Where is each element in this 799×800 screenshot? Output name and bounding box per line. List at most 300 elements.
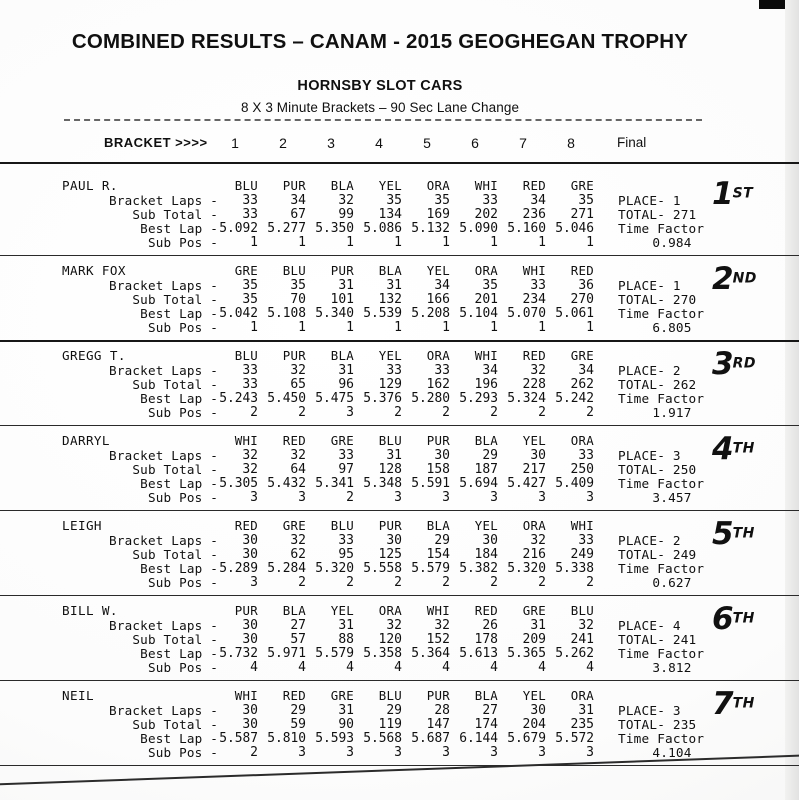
- lane-color-cell: WHI: [570, 518, 594, 533]
- sub-total-cell: 174: [474, 717, 498, 732]
- sub-total-cell: 90: [338, 717, 354, 732]
- best-lap-cell: 5.320: [315, 561, 354, 576]
- lane-color-cell: GRE: [522, 603, 546, 618]
- row-label-best-lap: Best Lap -: [140, 561, 218, 576]
- best-lap-cell: 5.293: [459, 391, 498, 406]
- sub-pos-cell: 3: [298, 745, 306, 760]
- bracket-laps-cell: 35: [578, 193, 594, 208]
- sub-total-cell: 236: [522, 207, 546, 222]
- lane-color-cell: GRE: [234, 263, 258, 278]
- driver-block: [0, 433, 799, 518]
- bracket-column-header-3: 3: [327, 135, 335, 151]
- bracket-laps-cell: 31: [338, 703, 354, 718]
- sub-pos-cell: 2: [490, 575, 498, 590]
- sub-total-cell: 270: [570, 292, 594, 307]
- section-divider: [0, 680, 799, 681]
- sub-total-cell: 152: [426, 632, 450, 647]
- driver-name: PAUL R.: [62, 178, 118, 193]
- best-lap-cell: 5.340: [315, 306, 354, 321]
- sub-total-cell: 30: [242, 717, 258, 732]
- best-lap-cell: 5.262: [555, 646, 594, 661]
- bracket-laps-cell: 33: [386, 363, 402, 378]
- rank-number: 6: [712, 601, 733, 637]
- section-divider: [0, 162, 799, 164]
- best-lap-cell: 5.591: [411, 476, 450, 491]
- row-label-best-lap: Best Lap -: [140, 306, 218, 321]
- dashed-divider: [64, 119, 702, 121]
- sub-total-cell: 59: [290, 717, 306, 732]
- sub-total-cell: 97: [338, 462, 354, 477]
- lane-color-cell: ORA: [522, 518, 546, 533]
- sub-total-cell: 33: [242, 377, 258, 392]
- bracket-laps-cell: 33: [434, 363, 450, 378]
- title-block: [0, 0, 760, 115]
- bracket-laps-cell: 32: [290, 363, 306, 378]
- bracket-laps-cell: 35: [434, 193, 450, 208]
- bracket-laps-cell: 31: [578, 703, 594, 718]
- lane-color-cell: GRE: [330, 688, 354, 703]
- sub-total-cell: 250: [570, 462, 594, 477]
- lane-color-cell: YEL: [474, 518, 498, 533]
- best-lap-cell: 5.289: [219, 561, 258, 576]
- sub-total-cell: 30: [242, 547, 258, 562]
- time-factor-value: 6.805: [652, 320, 692, 335]
- final-column-header: Final: [617, 135, 647, 150]
- total-summary: TOTAL- 262: [618, 377, 697, 392]
- sub-total-cell: 202: [474, 207, 498, 222]
- best-lap-cell: 5.350: [315, 221, 354, 236]
- sub-total-cell: 101: [330, 292, 354, 307]
- bracket-column-header-8: 8: [567, 135, 575, 151]
- sub-total-cell: 162: [426, 377, 450, 392]
- lane-color-cell: PUR: [234, 603, 258, 618]
- bracket-column-header-6: 6: [471, 135, 479, 151]
- sub-total-cell: 217: [522, 462, 546, 477]
- sub-pos-cell: 4: [442, 660, 450, 675]
- lane-color-cell: RED: [474, 603, 498, 618]
- time-factor-value: 3.457: [652, 490, 692, 505]
- sub-total-cell: 187: [474, 462, 498, 477]
- time-factor-value: 0.984: [652, 235, 692, 250]
- best-lap-cell: 5.070: [507, 306, 546, 321]
- handwritten-rank-annotation: [712, 346, 756, 382]
- lane-color-cell: BLU: [330, 518, 354, 533]
- sub-total-cell: 147: [426, 717, 450, 732]
- best-lap-cell: 5.338: [555, 561, 594, 576]
- rank-number: 5: [712, 516, 733, 552]
- driver-block: [0, 348, 799, 433]
- best-lap-cell: 5.320: [507, 561, 546, 576]
- bracket-laps-cell: 33: [482, 193, 498, 208]
- lane-color-cell: PUR: [426, 433, 450, 448]
- sub-pos-cell: 3: [250, 575, 258, 590]
- sub-total-cell: 184: [474, 547, 498, 562]
- row-label-best-lap: Best Lap -: [140, 646, 218, 661]
- sub-pos-cell: 3: [394, 745, 402, 760]
- bracket-laps-cell: 29: [482, 448, 498, 463]
- driver-name: MARK FOX: [62, 263, 126, 278]
- best-lap-cell: 5.810: [267, 731, 306, 746]
- sub-pos-cell: 1: [538, 320, 546, 335]
- best-lap-cell: 5.732: [219, 646, 258, 661]
- time-factor-label: Time Factor: [618, 391, 705, 406]
- bracket-laps-cell: 32: [434, 618, 450, 633]
- driver-name: GREGG T.: [62, 348, 126, 363]
- best-lap-cell: 5.208: [411, 306, 450, 321]
- driver-block: [0, 603, 799, 688]
- sub-total-cell: 128: [378, 462, 402, 477]
- best-lap-cell: 5.572: [555, 731, 594, 746]
- row-label-sub-total: Sub Total -: [132, 717, 218, 732]
- lane-color-cell: BLU: [570, 603, 594, 618]
- sub-pos-cell: 3: [346, 405, 354, 420]
- sub-total-cell: 178: [474, 632, 498, 647]
- best-lap-cell: 5.061: [555, 306, 594, 321]
- bracket-laps-cell: 30: [530, 703, 546, 718]
- best-lap-cell: 5.104: [459, 306, 498, 321]
- lane-color-cell: RED: [570, 263, 594, 278]
- place-summary: PLACE- 1: [618, 193, 681, 208]
- lane-color-cell: YEL: [330, 603, 354, 618]
- sub-pos-cell: 4: [586, 660, 594, 675]
- section-divider: [0, 340, 799, 342]
- lane-color-cell: ORA: [570, 688, 594, 703]
- bracket-laps-cell: 36: [578, 278, 594, 293]
- row-label-bracket-laps: Bracket Laps -: [109, 448, 218, 463]
- best-lap-cell: 5.687: [411, 731, 450, 746]
- section-divider: [0, 510, 799, 511]
- sub-total-cell: 95: [338, 547, 354, 562]
- sub-pos-cell: 3: [538, 490, 546, 505]
- best-lap-cell: 5.160: [507, 221, 546, 236]
- total-summary: TOTAL- 249: [618, 547, 697, 562]
- sub-pos-cell: 1: [586, 235, 594, 250]
- time-factor-label: Time Factor: [618, 646, 705, 661]
- sub-pos-cell: 2: [394, 575, 402, 590]
- sub-total-cell: 262: [570, 377, 594, 392]
- bracket-laps-cell: 34: [578, 363, 594, 378]
- lane-color-cell: BLU: [378, 688, 402, 703]
- lane-color-cell: BLU: [234, 348, 258, 363]
- best-lap-cell: 5.364: [411, 646, 450, 661]
- sub-pos-cell: 1: [490, 320, 498, 335]
- lane-color-cell: WHI: [426, 603, 450, 618]
- time-factor-label: Time Factor: [618, 476, 705, 491]
- sub-total-cell: 65: [290, 377, 306, 392]
- best-lap-cell: 5.568: [363, 731, 402, 746]
- best-lap-cell: 5.365: [507, 646, 546, 661]
- sub-pos-cell: 3: [538, 745, 546, 760]
- best-lap-cell: 5.280: [411, 391, 450, 406]
- lane-color-cell: BLA: [474, 688, 498, 703]
- driver-name: LEIGH: [62, 518, 102, 533]
- best-lap-cell: 5.579: [315, 646, 354, 661]
- sub-pos-cell: 1: [442, 320, 450, 335]
- row-label-sub-total: Sub Total -: [132, 462, 218, 477]
- handwritten-rank-annotation: [712, 686, 755, 722]
- section-divider: [0, 255, 799, 256]
- driver-block: [0, 263, 799, 348]
- row-label-best-lap: Best Lap -: [140, 476, 218, 491]
- scan-corner-artifact: [759, 0, 785, 9]
- lane-color-cell: ORA: [426, 178, 450, 193]
- bracket-laps-cell: 31: [338, 363, 354, 378]
- best-lap-cell: 5.358: [363, 646, 402, 661]
- lane-color-cell: WHI: [474, 178, 498, 193]
- lane-color-cell: BLA: [330, 178, 354, 193]
- bracket-laps-cell: 31: [530, 618, 546, 633]
- bracket-laps-cell: 35: [290, 278, 306, 293]
- lane-color-cell: WHI: [522, 263, 546, 278]
- sub-total-cell: 33: [242, 207, 258, 222]
- bracket-laps-cell: 31: [338, 278, 354, 293]
- lane-color-cell: BLU: [282, 263, 306, 278]
- time-factor-value: 4.104: [652, 745, 692, 760]
- lane-color-cell: WHI: [234, 433, 258, 448]
- lane-color-cell: GRE: [570, 178, 594, 193]
- lane-color-cell: ORA: [570, 433, 594, 448]
- bracket-laps-cell: 28: [434, 703, 450, 718]
- row-label-bracket-laps: Bracket Laps -: [109, 193, 218, 208]
- sub-pos-cell: 2: [298, 575, 306, 590]
- bracket-laps-cell: 27: [290, 618, 306, 633]
- sub-total-cell: 120: [378, 632, 402, 647]
- row-label-sub-pos: Sub Pos -: [147, 320, 218, 335]
- lane-color-cell: YEL: [522, 688, 546, 703]
- sub-pos-cell: 2: [490, 405, 498, 420]
- bracket-laps-cell: 35: [482, 278, 498, 293]
- row-label-sub-pos: Sub Pos -: [147, 745, 218, 760]
- row-label-sub-pos: Sub Pos -: [147, 490, 218, 505]
- place-summary: PLACE- 2: [618, 533, 681, 548]
- best-lap-cell: 5.475: [315, 391, 354, 406]
- section-divider: [0, 595, 799, 596]
- sub-pos-cell: 1: [586, 320, 594, 335]
- row-label-bracket-laps: Bracket Laps -: [109, 703, 218, 718]
- bracket-laps-cell: 31: [386, 448, 402, 463]
- bracket-laps-cell: 33: [242, 193, 258, 208]
- lane-color-cell: RED: [282, 688, 306, 703]
- bracket-laps-cell: 31: [386, 278, 402, 293]
- row-label-bracket-laps: Bracket Laps -: [109, 618, 218, 633]
- handwritten-rank-annotation: [712, 176, 753, 212]
- row-label-bracket-laps: Bracket Laps -: [109, 533, 218, 548]
- best-lap-cell: 5.558: [363, 561, 402, 576]
- sub-pos-cell: 3: [586, 745, 594, 760]
- time-factor-label: Time Factor: [618, 221, 705, 236]
- bracket-laps-cell: 30: [242, 618, 258, 633]
- bracket-laps-cell: 27: [482, 703, 498, 718]
- sub-pos-cell: 2: [346, 490, 354, 505]
- row-label-sub-pos: Sub Pos -: [147, 235, 218, 250]
- bracket-column-header-5: 5: [423, 135, 431, 151]
- best-lap-cell: 5.679: [507, 731, 546, 746]
- sub-pos-cell: 1: [394, 235, 402, 250]
- sub-total-cell: 166: [426, 292, 450, 307]
- sub-total-cell: 201: [474, 292, 498, 307]
- place-summary: PLACE- 4: [618, 618, 681, 633]
- time-factor-value: 1.917: [652, 405, 692, 420]
- lane-color-cell: YEL: [378, 348, 402, 363]
- driver-block: [0, 178, 799, 263]
- bracket-laps-cell: 34: [530, 193, 546, 208]
- lane-color-cell: BLA: [282, 603, 306, 618]
- handwritten-rank-annotation: [712, 261, 757, 297]
- sub-total-cell: 30: [242, 632, 258, 647]
- bracket-laps-cell: 32: [530, 363, 546, 378]
- best-lap-cell: 5.971: [267, 646, 306, 661]
- sub-pos-cell: 4: [250, 660, 258, 675]
- sub-pos-cell: 3: [490, 745, 498, 760]
- total-summary: TOTAL- 250: [618, 462, 697, 477]
- total-summary: TOTAL- 270: [618, 292, 697, 307]
- bracket-laps-cell: 29: [290, 703, 306, 718]
- row-label-sub-pos: Sub Pos -: [147, 575, 218, 590]
- bracket-laps-cell: 32: [242, 448, 258, 463]
- best-lap-cell: 5.243: [219, 391, 258, 406]
- sub-total-cell: 96: [338, 377, 354, 392]
- sub-total-cell: 234: [522, 292, 546, 307]
- bracket-laps-cell: 30: [530, 448, 546, 463]
- bracket-laps-cell: 29: [386, 703, 402, 718]
- best-lap-cell: 5.539: [363, 306, 402, 321]
- sub-pos-cell: 3: [250, 490, 258, 505]
- sub-total-cell: 35: [242, 292, 258, 307]
- lane-color-cell: WHI: [474, 348, 498, 363]
- sub-pos-cell: 3: [442, 745, 450, 760]
- best-lap-cell: 6.144: [459, 731, 498, 746]
- sub-pos-cell: 2: [538, 575, 546, 590]
- venue-title: HORNSBY SLOT CARS: [297, 78, 463, 94]
- lane-color-cell: PUR: [330, 263, 354, 278]
- sub-total-cell: 64: [290, 462, 306, 477]
- sub-total-cell: 129: [378, 377, 402, 392]
- row-label-sub-pos: Sub Pos -: [147, 405, 218, 420]
- lane-color-cell: YEL: [426, 263, 450, 278]
- sub-total-cell: 134: [378, 207, 402, 222]
- row-label-sub-total: Sub Total -: [132, 292, 218, 307]
- row-label-sub-pos: Sub Pos -: [147, 660, 218, 675]
- best-lap-cell: 5.432: [267, 476, 306, 491]
- bracket-laps-cell: 35: [386, 193, 402, 208]
- place-summary: PLACE- 3: [618, 703, 681, 718]
- rank-suffix: RD: [732, 355, 756, 372]
- lane-color-cell: GRE: [282, 518, 306, 533]
- sub-total-cell: 32: [242, 462, 258, 477]
- best-lap-cell: 5.694: [459, 476, 498, 491]
- best-lap-cell: 5.587: [219, 731, 258, 746]
- lane-color-cell: PUR: [282, 178, 306, 193]
- lane-color-cell: WHI: [234, 688, 258, 703]
- handwritten-rank-annotation: [712, 431, 755, 467]
- sub-pos-cell: 4: [346, 660, 354, 675]
- bracket-laps-cell: 26: [482, 618, 498, 633]
- sub-pos-cell: 2: [394, 405, 402, 420]
- lane-color-cell: BLA: [330, 348, 354, 363]
- driver-name: NEIL: [62, 688, 94, 703]
- best-lap-cell: 5.046: [555, 221, 594, 236]
- sub-pos-cell: 3: [298, 490, 306, 505]
- rank-suffix: ND: [732, 270, 757, 287]
- bracket-laps-cell: 34: [434, 278, 450, 293]
- sub-pos-cell: 3: [394, 490, 402, 505]
- sub-pos-cell: 2: [586, 575, 594, 590]
- sub-pos-cell: 4: [394, 660, 402, 675]
- bracket-laps-cell: 32: [530, 533, 546, 548]
- sub-pos-cell: 2: [586, 405, 594, 420]
- best-lap-cell: 5.348: [363, 476, 402, 491]
- best-lap-cell: 5.593: [315, 731, 354, 746]
- sub-pos-cell: 2: [250, 745, 258, 760]
- bracket-column-header-4: 4: [375, 135, 383, 151]
- total-summary: TOTAL- 241: [618, 632, 697, 647]
- sub-total-cell: 57: [290, 632, 306, 647]
- lane-color-cell: YEL: [378, 178, 402, 193]
- lane-color-cell: GRE: [330, 433, 354, 448]
- sub-pos-cell: 1: [298, 235, 306, 250]
- lane-color-cell: BLA: [378, 263, 402, 278]
- lane-color-cell: PUR: [378, 518, 402, 533]
- sub-pos-cell: 1: [538, 235, 546, 250]
- best-lap-cell: 5.092: [219, 221, 258, 236]
- sub-pos-cell: 3: [442, 490, 450, 505]
- row-label-bracket-laps: Bracket Laps -: [109, 363, 218, 378]
- bracket-laps-cell: 30: [482, 533, 498, 548]
- sub-pos-cell: 3: [490, 490, 498, 505]
- sub-total-cell: 228: [522, 377, 546, 392]
- sub-total-cell: 67: [290, 207, 306, 222]
- rank-number: 1: [712, 176, 733, 212]
- sub-pos-cell: 2: [298, 405, 306, 420]
- sub-total-cell: 216: [522, 547, 546, 562]
- bracket-laps-cell: 33: [338, 533, 354, 548]
- best-lap-cell: 5.579: [411, 561, 450, 576]
- lane-color-cell: ORA: [426, 348, 450, 363]
- sub-total-cell: 271: [570, 207, 594, 222]
- rank-suffix: TH: [732, 525, 755, 542]
- total-summary: TOTAL- 235: [618, 717, 697, 732]
- sub-pos-cell: 4: [298, 660, 306, 675]
- sub-total-cell: 88: [338, 632, 354, 647]
- lane-color-cell: BLU: [234, 178, 258, 193]
- bracket-laps-cell: 33: [530, 278, 546, 293]
- best-lap-cell: 5.277: [267, 221, 306, 236]
- sub-pos-cell: 1: [442, 235, 450, 250]
- bracket-laps-cell: 30: [242, 533, 258, 548]
- rank-suffix: TH: [732, 440, 755, 457]
- bracket-column-header-7: 7: [519, 135, 527, 151]
- driver-name: DARRYL: [62, 433, 110, 448]
- best-lap-cell: 5.450: [267, 391, 306, 406]
- sub-pos-cell: 1: [250, 320, 258, 335]
- best-lap-cell: 5.090: [459, 221, 498, 236]
- bracket-laps-cell: 32: [290, 448, 306, 463]
- section-divider: [0, 425, 799, 426]
- sub-total-cell: 119: [378, 717, 402, 732]
- bracket-column-header-2: 2: [279, 135, 287, 151]
- row-label-sub-total: Sub Total -: [132, 377, 218, 392]
- driver-block: [0, 518, 799, 603]
- sub-total-cell: 62: [290, 547, 306, 562]
- time-factor-label: Time Factor: [618, 306, 705, 321]
- bracket-laps-cell: 30: [386, 533, 402, 548]
- handwritten-rank-annotation: [712, 601, 755, 637]
- row-label-best-lap: Best Lap -: [140, 391, 218, 406]
- row-label-bracket-laps: Bracket Laps -: [109, 278, 218, 293]
- sub-pos-cell: 1: [298, 320, 306, 335]
- lane-color-cell: RED: [234, 518, 258, 533]
- place-summary: PLACE- 3: [618, 448, 681, 463]
